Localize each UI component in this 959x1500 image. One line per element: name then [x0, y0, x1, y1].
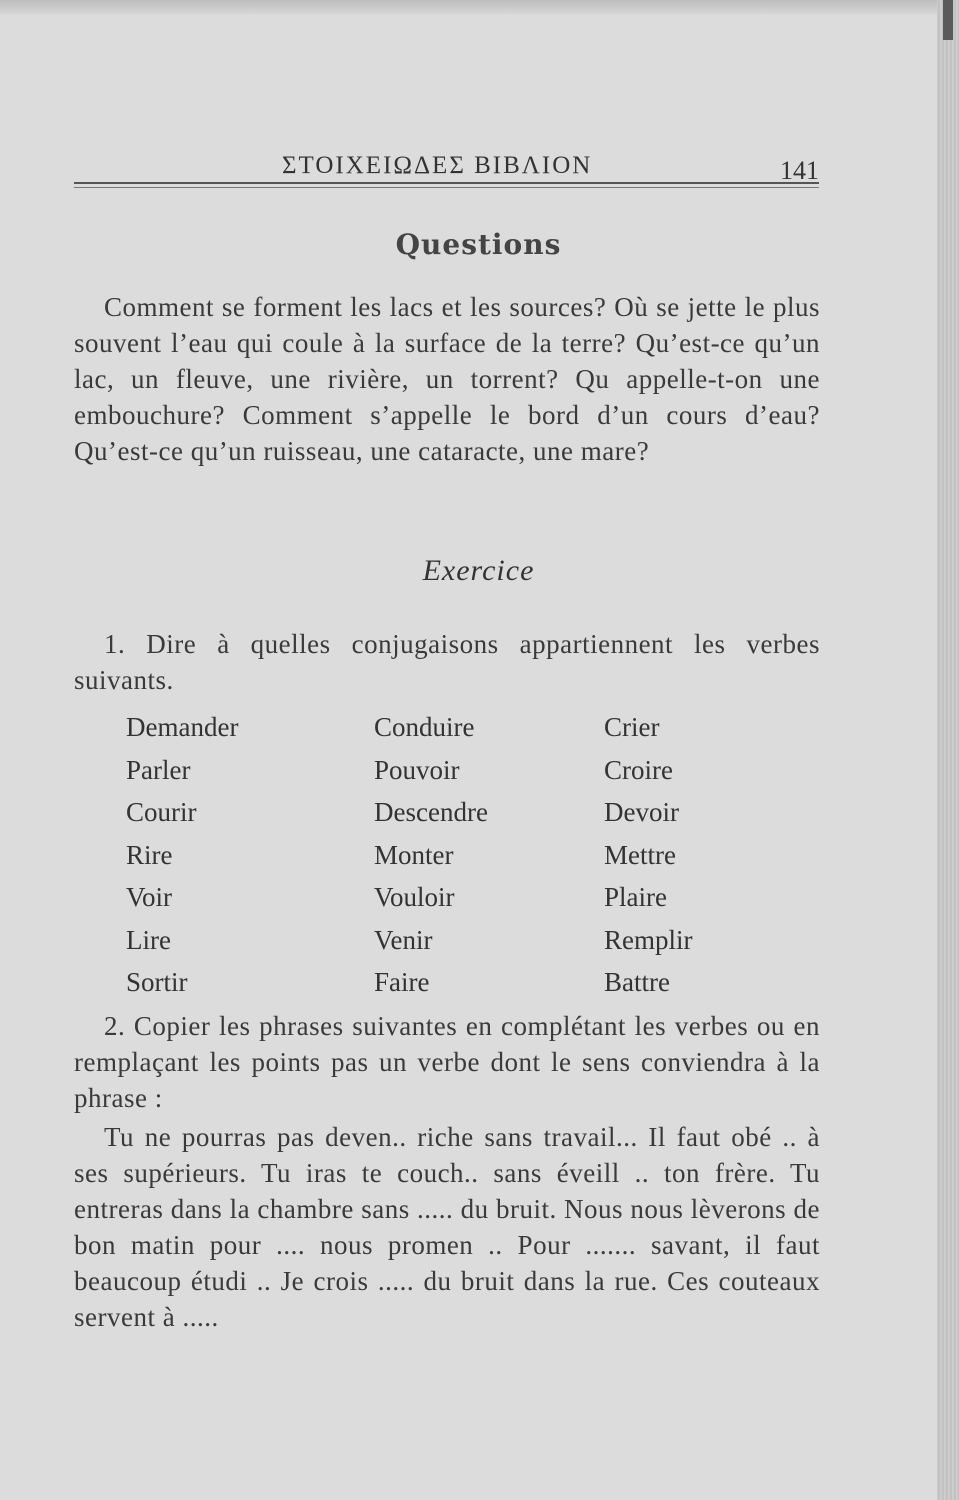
- running-head: [0, 146, 937, 186]
- verb: Plaire: [604, 882, 667, 912]
- verb: Conduire: [374, 712, 475, 742]
- verb: Voir: [126, 882, 173, 912]
- verb: Pouvoir: [374, 754, 460, 785]
- page-edge: [937, 0, 959, 1500]
- book-page: [0, 14, 937, 1500]
- verb: Courir: [126, 797, 197, 827]
- verb: Remplir: [604, 924, 693, 955]
- verb: Croire: [604, 754, 673, 785]
- questions-heading: Questions: [395, 228, 562, 261]
- exercise-item-2-text: 2. Copier les phrases suivantes en complétant les verbes ou en remplaçant les points pas un verbe dont le sens conviendra à la phrase :: [74, 1011, 820, 1113]
- verb: Lire: [126, 924, 171, 955]
- verb: Parler: [126, 754, 191, 785]
- exercice-heading: Exercice: [422, 554, 535, 587]
- verb: Sortir: [126, 967, 188, 997]
- verb: Venir: [374, 924, 433, 955]
- page-number: 141: [780, 156, 819, 185]
- exercise-item-1: [74, 626, 820, 698]
- questions-text: Comment se forment les lacs et les sources? Où se jette le plus souvent l’eau qui coule à la surface de la terre? Qu’est-ce qu’un lac, un fleuve, une rivière, un torrent? Qu appelle-t-on une embouchure? Comment s’appelle le bord d’un cours d’eau? Qu’est-ce qu’un ruisseau, une cataracte, une mare?: [74, 292, 820, 466]
- header-rule-secondary: [74, 187, 819, 188]
- verb-column-2: [374, 706, 488, 1004]
- verb: Demander: [126, 712, 239, 742]
- verb: Mettre: [604, 839, 676, 870]
- verb: Battre: [604, 967, 670, 997]
- binding-shadow: [943, 0, 953, 40]
- verb: Rire: [126, 839, 173, 870]
- verb-column-3: [604, 706, 693, 1004]
- verb: Crier: [604, 712, 660, 742]
- header-rule: [74, 182, 819, 184]
- verb: Faire: [374, 967, 430, 997]
- verb: Vouloir: [374, 882, 455, 912]
- verb: Devoir: [604, 797, 679, 827]
- verb: Descendre: [374, 797, 488, 827]
- running-title: ΣΤΟΙΧΕΙΩΔΕΣ ΒΙΒΛΙΟΝ: [282, 152, 593, 179]
- exercise-item-2: [74, 1008, 820, 1116]
- exercise-item-1-text: 1. Dire à quelles conjugaisons appartiennent les verbes suivants.: [74, 629, 820, 695]
- verb-column-1: [126, 706, 238, 1004]
- exercise-sentences: [74, 1119, 820, 1335]
- exercise-sentences-text: Tu ne pourras pas deven.. riche sans travail... Il faut obé .. à ses supérieurs. Tu iras te couch.. sans éveill .. ton frère. Tu entreras dans la chambre sans ..... du bruit. Nous nous lèverons de bon matin pour .... nous promen .. Pour ....... savant, il faut beaucoup étudi .. Je crois ..... du bruit dans la rue. Ces couteaux servent à .....: [74, 1122, 820, 1332]
- questions-paragraph: [74, 289, 820, 469]
- verb: Monter: [374, 839, 454, 870]
- scan-border-top: [0, 0, 959, 14]
